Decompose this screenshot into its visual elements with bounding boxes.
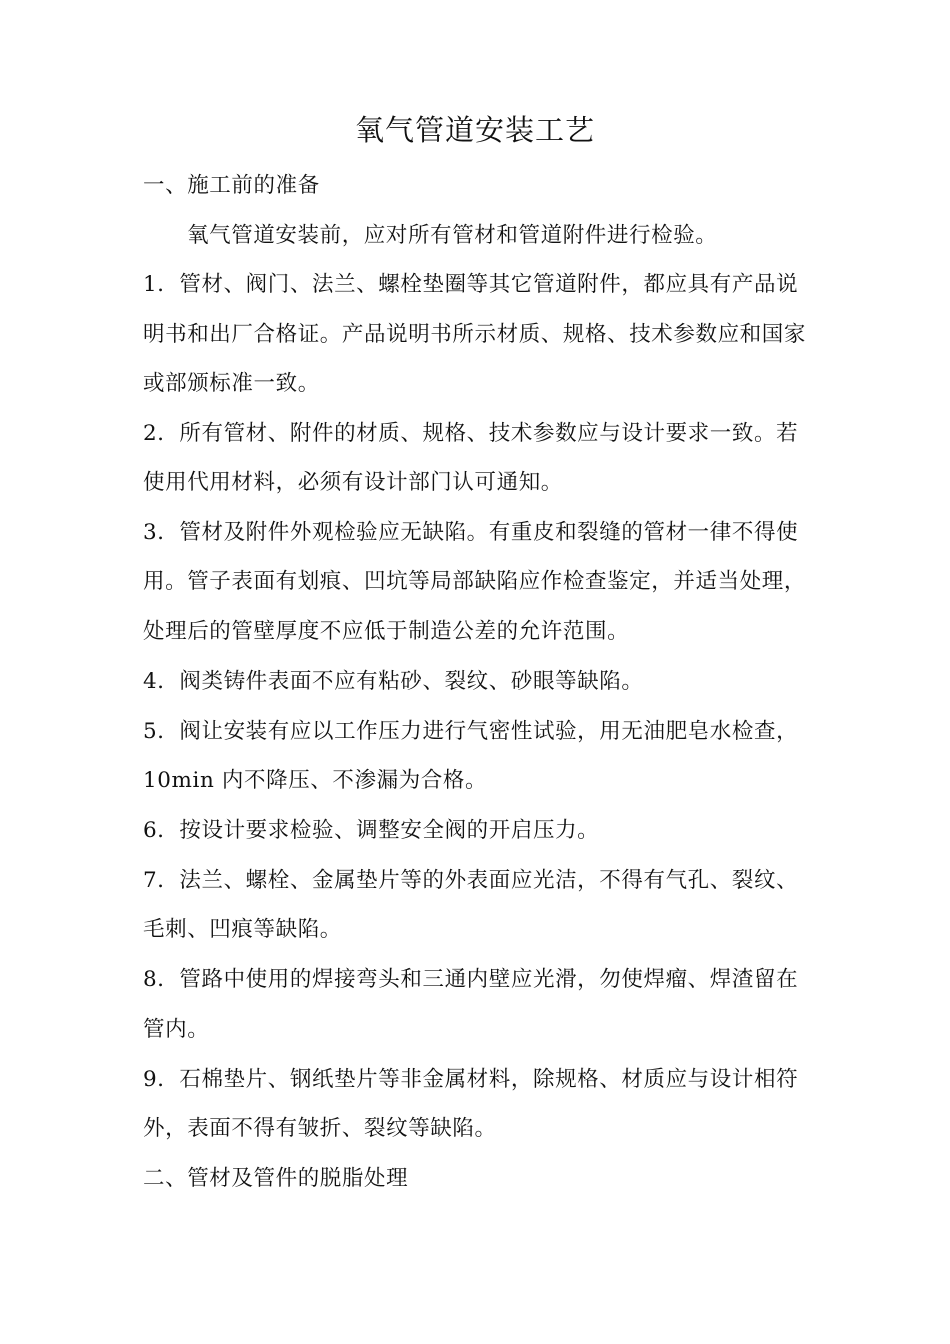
section-heading-1: 一、施工前的准备 [143,173,320,198]
item-7-line-2: 毛刺、凹痕等缺陷。 [143,917,342,942]
item-1-line-3: 或部颁标准一致。 [143,371,320,396]
item-6-line-1: 6．按设计要求检验、调整安全阀的开启压力。 [143,818,600,843]
item-5-line-2: 10min 内不降压、不渗漏为合格。 [143,768,488,793]
section-heading-2: 二、管材及管件的脱脂处理 [143,1166,409,1191]
item-9-line-2: 外，表面不得有皱折、裂纹等缺陷。 [143,1116,497,1141]
item-5-line-1: 5．阀让安装有应以工作压力进行气密性试验，用无油肥皂水检查， [143,719,799,744]
item-8-line-1: 8．管路中使用的焊接弯头和三通内壁应光滑，勿使焊瘤、焊渣留在 [143,967,799,992]
item-1-line-2: 明书和出厂合格证。产品说明书所示材质、规格、技术参数应和国家 [143,322,807,347]
item-2-line-1: 2．所有管材、附件的材质、规格、技术参数应与设计要求一致。若 [143,421,799,446]
item-2-line-2: 使用代用材料，必须有设计部门认可通知。 [143,470,563,495]
item-3-line-2: 用。管子表面有划痕、凹坑等局部缺陷应作检查鉴定，并适当处理， [143,569,807,594]
item-9-line-1: 9．石棉垫片、钢纸垫片等非金属材料，除规格、材质应与设计相符 [143,1067,799,1092]
item-1-line-1: 1．管材、阀门、法兰、螺栓垫圈等其它管道附件，都应具有产品说 [143,272,799,297]
item-7-line-1: 7．法兰、螺栓、金属垫片等的外表面应光洁，不得有气孔、裂纹、 [143,868,799,893]
item-3-line-3: 处理后的管壁厚度不应低于制造公差的允许范围。 [143,619,630,644]
item-4-line-1: 4．阀类铸件表面不应有粘砂、裂纹、砂眼等缺陷。 [143,669,644,694]
item-8-line-2: 管内。 [143,1017,210,1042]
item-3-line-1: 3．管材及附件外观检验应无缺陷。有重皮和裂缝的管材一律不得使 [143,520,799,545]
intro-paragraph: 氧气管道安装前，应对所有管材和管道附件进行检验。 [187,223,718,248]
document-title: 氧气管道安装工艺 [354,113,595,147]
